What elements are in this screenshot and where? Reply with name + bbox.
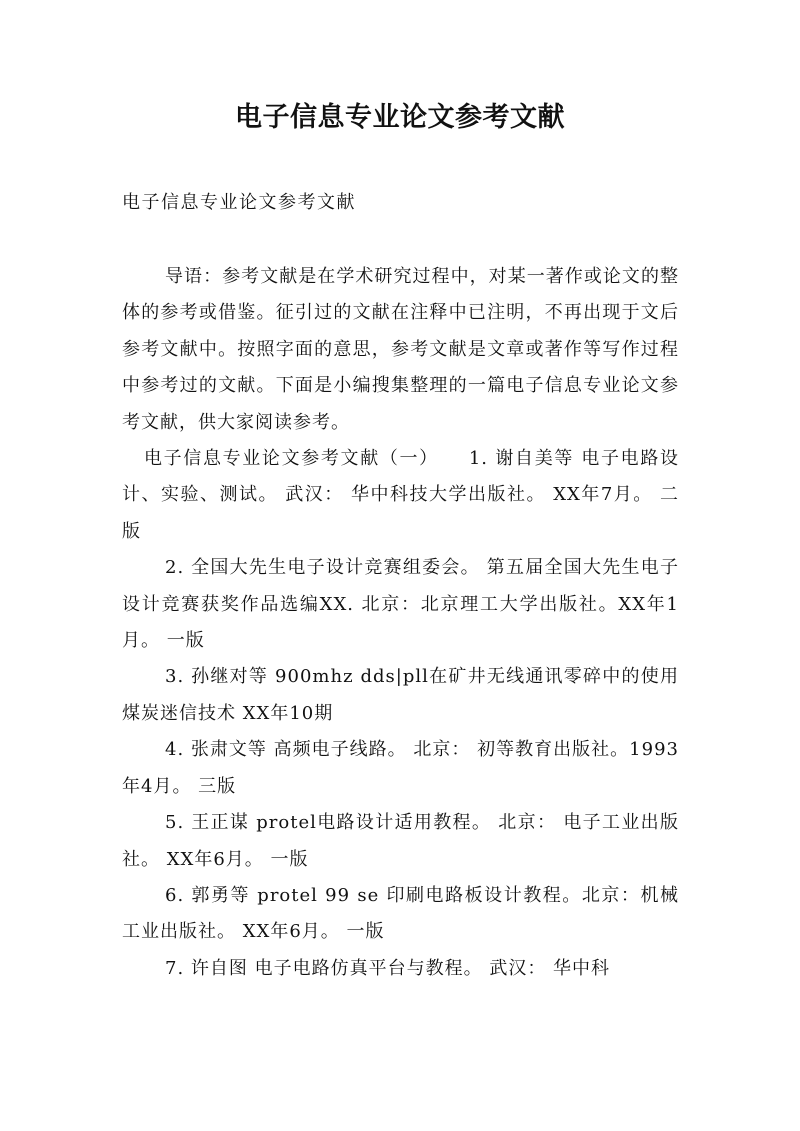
document-body xyxy=(122,259,679,987)
section-heading: 电子信息专业论文参考文献（一） xyxy=(144,448,439,470)
reference-item-4: 4. 张肃文等 高频电子线路。 北京： 初等教育出版社。1993年4月。 三版 xyxy=(122,739,679,797)
reference-text-1: 1. 谢自美等 电子电路设计、实验、测试。 武汉： 华中科技大学出版社。 XX年7月。 二版 xyxy=(122,448,679,542)
document-subtitle: 电子信息专业论文参考文献 xyxy=(122,192,356,213)
reference-item-7: 7. 许自图 电子电路仿真平台与教程。 武汉： 华中科 xyxy=(165,957,611,979)
reference-item-6: 6. 郭勇等 protel 99 se 印刷电路板设计教程。北京：机械工业出版社。 XX年6月。 一版 xyxy=(122,884,679,943)
reference-item-3: 3. 孙继对等 900mhz dds|pll在矿井无线通讯零碎中的使用 煤炭迷信技术 XX年10期 xyxy=(122,666,679,724)
reference-item-2: 2. 全国大先生电子设计竞赛组委会。 第五届全国大先生电子设计竞赛获奖作品选编XX. 北京：北京理工大学出版社。XX年1月。 一版 xyxy=(122,557,679,652)
reference-item-1 xyxy=(122,441,679,550)
reference-item-5: 5. 王正谋 protel电路设计适用教程。 北京： 电子工业出版社。 XX年6月。 一版 xyxy=(122,812,679,870)
intro-paragraph: 导语：参考文献是在学术研究过程中，对某一著作或论文的整体的参考或借鉴。征引过的文献在注释中已注明，不再出现于文后参考文献中。按照字面的意思，参考文献是文章或著作等写作过程中参考过的文献。下面是小编搜集整理的一篇电子信息专业论文参考文献，供大家阅读参考。 xyxy=(122,266,679,433)
document-title: 电子信息专业论文参考文献 xyxy=(235,102,565,133)
